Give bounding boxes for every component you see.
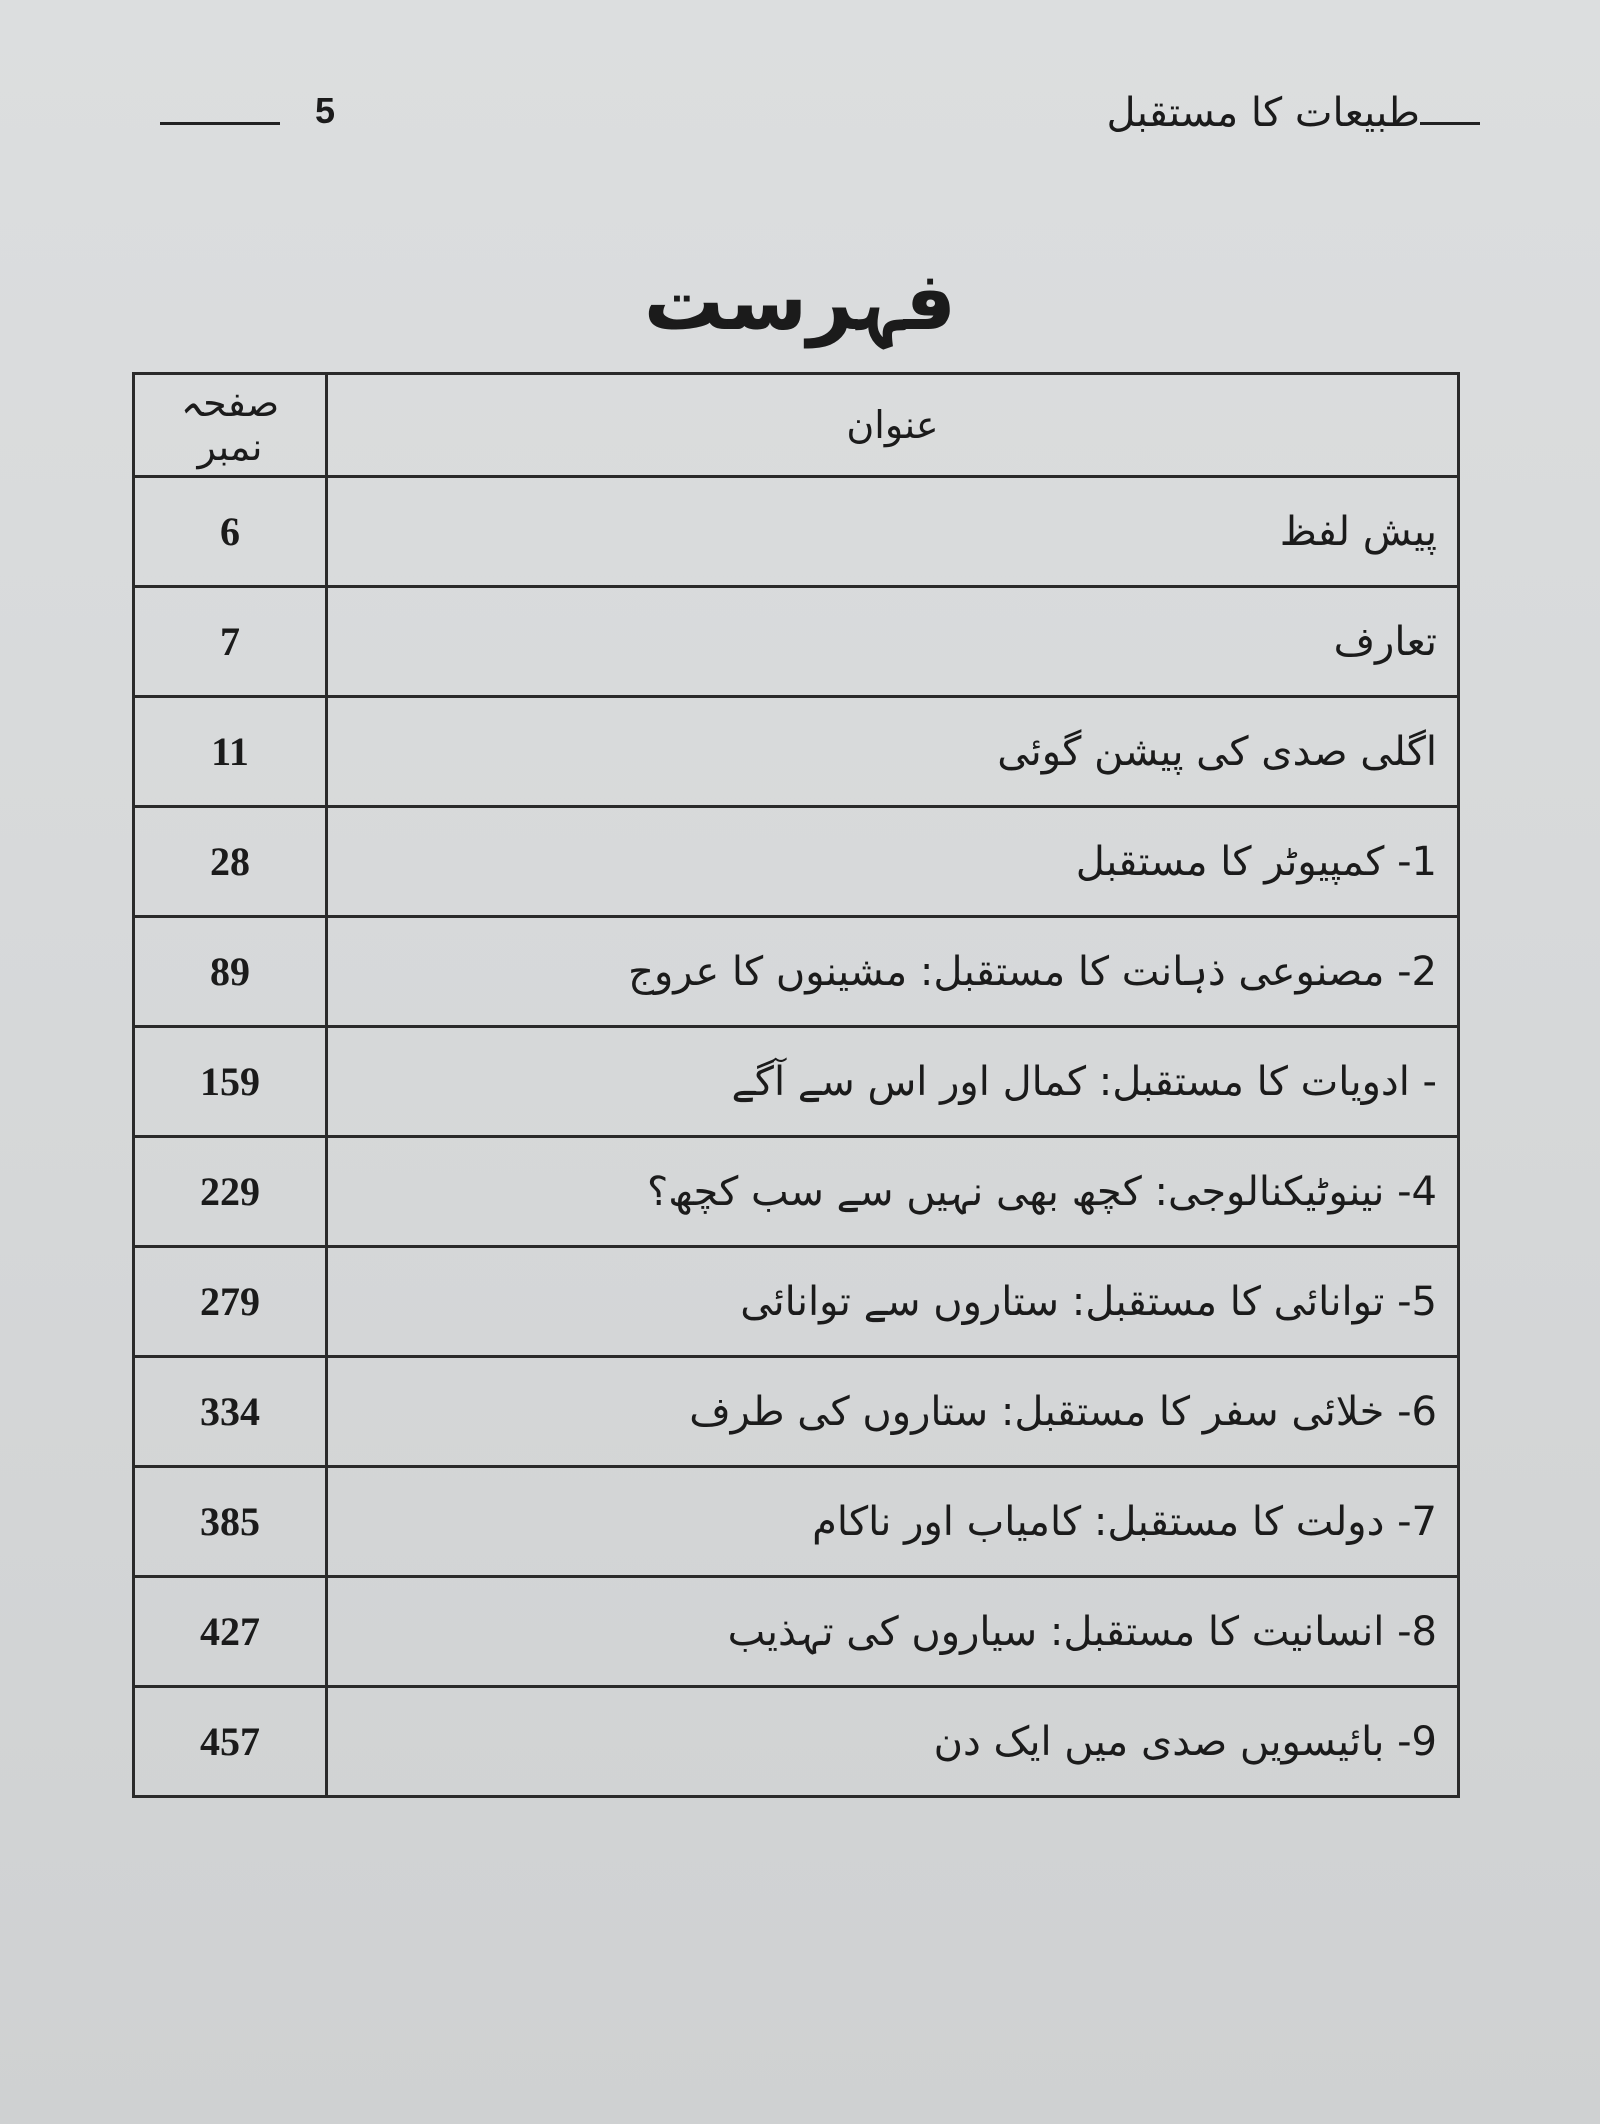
page-number: 5 [315,90,336,131]
toc-entry-title: 4- نینوٹیکنالوجی: کچھ بھی نہیں سے سب کچھ؟ [327,1137,1459,1247]
header-rule-right [1420,122,1480,125]
toc-entry-page: 159 [134,1027,327,1137]
toc-page-column-header: صفحہ نمبر [134,374,327,477]
toc-row [134,1247,1459,1357]
toc-row [134,1467,1459,1577]
toc-entry-page: 89 [134,917,327,1027]
toc-title-column-header: عنوان [327,374,1459,477]
toc-table [132,372,1460,1798]
toc-title: فہرست [643,255,957,348]
toc-entry-title: 9- بائیسویں صدی میں ایک دن [327,1687,1459,1797]
toc-row [134,1357,1459,1467]
toc-entry-page: 279 [134,1247,327,1357]
toc-row [134,1577,1459,1687]
toc-row [134,807,1459,917]
running-title: طبیعات کا مستقبل [1106,90,1420,136]
toc-entry-title: تعارف [327,587,1459,697]
toc-entry-title: 5- توانائی کا مستقبل: ستاروں سے توانائی [327,1247,1459,1357]
toc-entry-page: 385 [134,1467,327,1577]
toc-entry-title: - ادویات کا مستقبل: کمال اور اس سے آگے [327,1027,1459,1137]
toc-entry-page: 11 [134,697,327,807]
header-rule-left [160,122,280,125]
toc-entry-title: 7- دولت کا مستقبل: کامیاب اور ناکام [327,1467,1459,1577]
toc-entry-title: 1- کمپیوٹر کا مستقبل [327,807,1459,917]
toc-entry-title: 8- انسانیت کا مستقبل: سیاروں کی تہذیب [327,1577,1459,1687]
toc-entry-page: 334 [134,1357,327,1467]
toc-row [134,917,1459,1027]
toc-row [134,477,1459,587]
toc-row [134,1027,1459,1137]
toc-entry-page: 457 [134,1687,327,1797]
toc-body [134,477,1459,1797]
toc-entry-title: 2- مصنوعی ذہانت کا مستقبل: مشینوں کا عروج [327,917,1459,1027]
toc-row [134,1137,1459,1247]
toc-entry-title: اگلی صدی کی پیشن گوئی [327,697,1459,807]
toc-entry-page: 6 [134,477,327,587]
toc-entry-page: 229 [134,1137,327,1247]
toc-entry-title: 6- خلائی سفر کا مستقبل: ستاروں کی طرف [327,1357,1459,1467]
page-header [160,90,1480,150]
toc-row [134,587,1459,697]
toc-row [134,1687,1459,1797]
toc-entry-page: 28 [134,807,327,917]
toc-row [134,697,1459,807]
toc-entry-page: 427 [134,1577,327,1687]
toc-header-row [134,374,1459,477]
toc-entry-page: 7 [134,587,327,697]
toc-entry-title: پیش لفظ [327,477,1459,587]
